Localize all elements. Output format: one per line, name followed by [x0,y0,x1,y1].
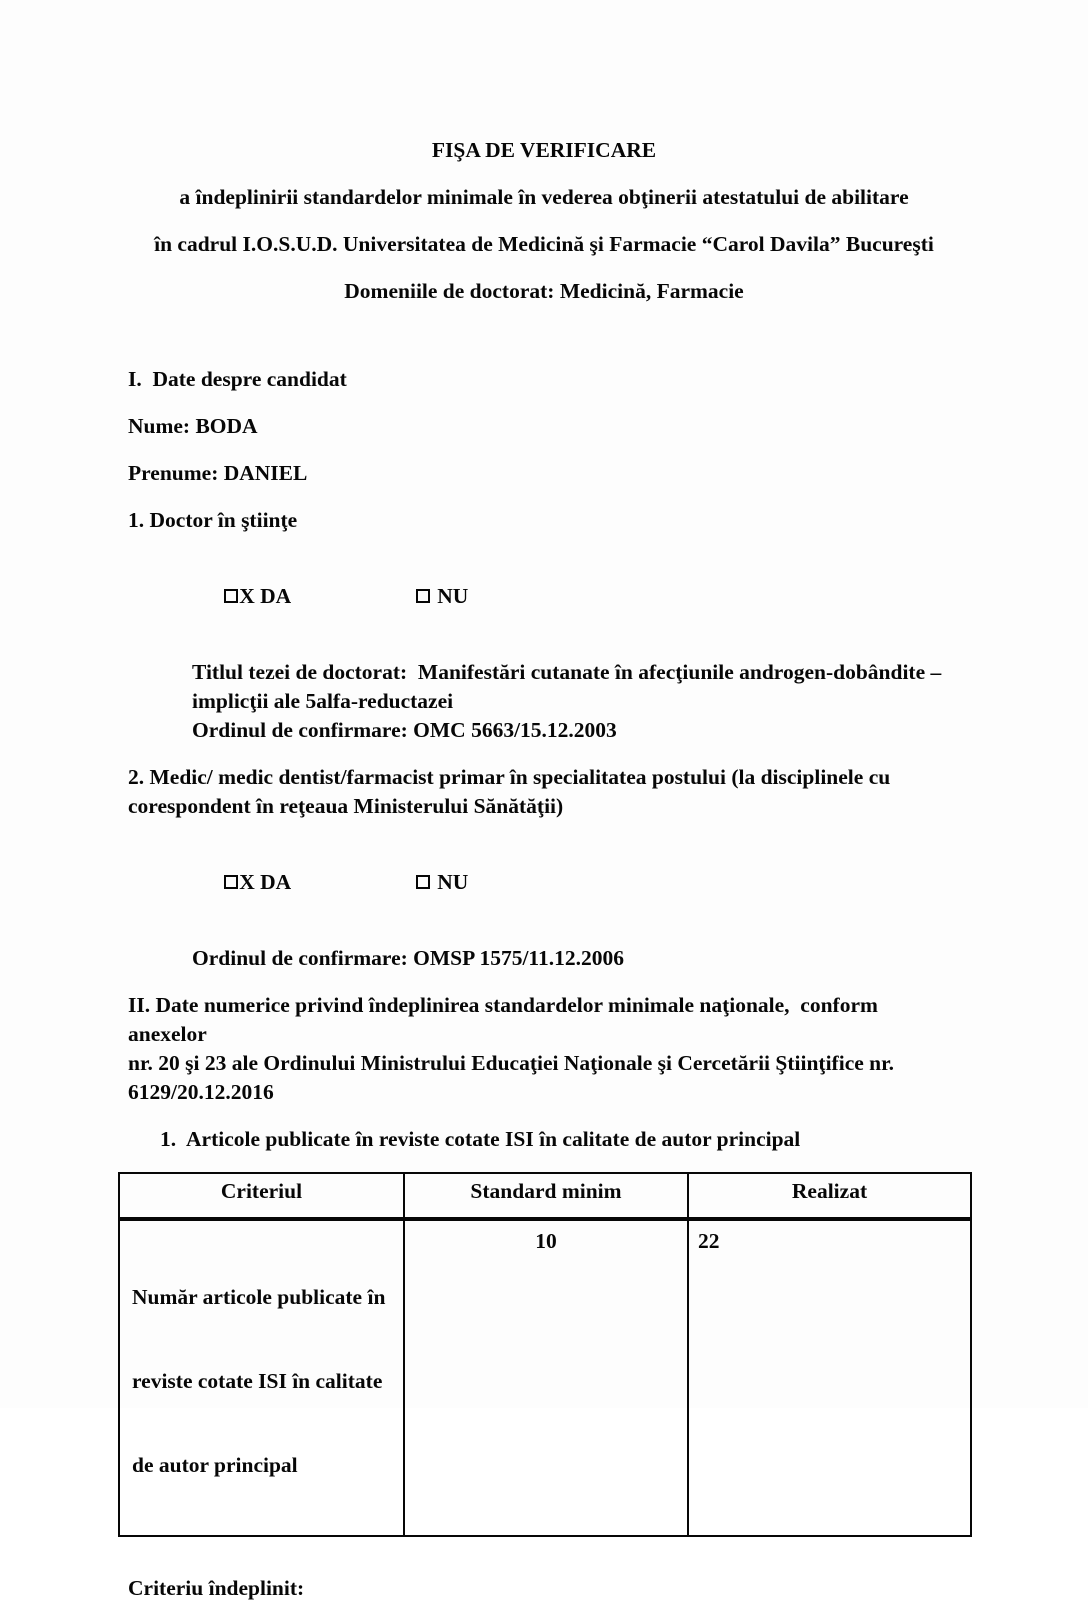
item1-da-option [224,582,416,611]
list-item-1 [160,1125,960,1154]
list-item-1-number: 1. [160,1127,177,1151]
item2-da-checkbox-icon[interactable] [224,875,238,889]
item1-da-label: X DA [239,584,292,608]
doc-subtitle-1: a îndeplinirii standardelor minimale în vederea obţinerii atestatului de abilitare [179,185,909,209]
document-content [128,136,960,1621]
section2-heading-line-1: II. Date numerice privind îndeplinirea standardelor minimale naţionale, conform anexelor [128,993,884,1046]
item1-checkbox-row [192,553,960,640]
item1-nu-checkbox-icon[interactable] [416,589,430,603]
candidate-lastname: Nume: BODA [128,414,258,438]
section2-heading-line-2: nr. 20 şi 23 ale Ordinului Ministrului Educaţiei Naţionale şi Cercetării Ştiinţifice nr. [128,1051,895,1075]
cell-criteriul-line-3: de autor principal [132,1453,298,1477]
list-item-1-text: Articole publicate în reviste cotate ISI în calitate de autor principal [186,1127,801,1151]
cell-realizat: 22 [688,1219,971,1536]
item2-checkbox-row [192,839,960,926]
item2-nu-checkbox-icon[interactable] [416,875,430,889]
criteria-table-header-row [119,1173,971,1219]
item2-da-label: X DA [239,870,292,894]
item1-nu-label: NU [437,584,469,608]
criteriu-indeplinit-label: Criteriu îndeplinit: [128,1576,305,1600]
doc-subtitle-3: Domeniile de doctorat: Medicină, Farmacie [344,279,744,303]
table-row [119,1219,971,1536]
item2-nu-label: NU [437,870,469,894]
item2-label-line-1: 2. Medic/ medic dentist/farmacist primar în specialitatea postului (la disciplinele cu [128,765,891,789]
item2-label-line-2: corespondent în reţeaua Ministerului Sănătăţii) [128,794,564,818]
doc-subtitle-2: în cadrul I.O.S.U.D. Universitatea de Medicină şi Farmacie “Carol Davila” Bucureşti [154,232,934,256]
cell-criteriul-line-1: Număr articole publicate în [132,1285,386,1309]
item2-confirmation-order: Ordinul de confirmare: OMSP 1575/11.12.2006 [192,946,624,970]
section2-heading [128,991,960,1107]
item1-nu-option [416,582,608,611]
criteria-table [118,1172,972,1537]
item2-label [128,763,960,821]
thesis-confirmation-order: Ordinul de confirmare: OMC 5663/15.12.2003 [192,718,617,742]
cell-criteriul-line-2: reviste cotate ISI în calitate [132,1369,383,1393]
header-criteriul: Criteriul [119,1173,404,1219]
thesis-line-1: Titlul tezei de doctorat: Manifestări cutanate în afecţiunile androgen-dobândite – [192,660,942,684]
section2-heading-line-3: 6129/20.12.2016 [128,1080,274,1104]
doc-title: FIŞA DE VERIFICARE [431,138,657,162]
section1-heading: I. Date despre candidat [128,367,347,391]
item2-da-option [224,868,416,897]
thesis-block [192,658,960,745]
item2-nu-option [416,868,608,897]
item1-da-checkbox-icon[interactable] [224,589,238,603]
candidate-firstname: Prenume: DANIEL [128,461,308,485]
cell-standard-minim: 10 [404,1219,688,1536]
thesis-line-2: implicţii ale 5alfa-reductazei [192,689,454,713]
item1-label: 1. Doctor în ştiinţe [128,508,298,532]
header-standard-minim: Standard minim [404,1173,688,1219]
header-realizat: Realizat [688,1173,971,1219]
cell-criteriul [119,1219,404,1536]
